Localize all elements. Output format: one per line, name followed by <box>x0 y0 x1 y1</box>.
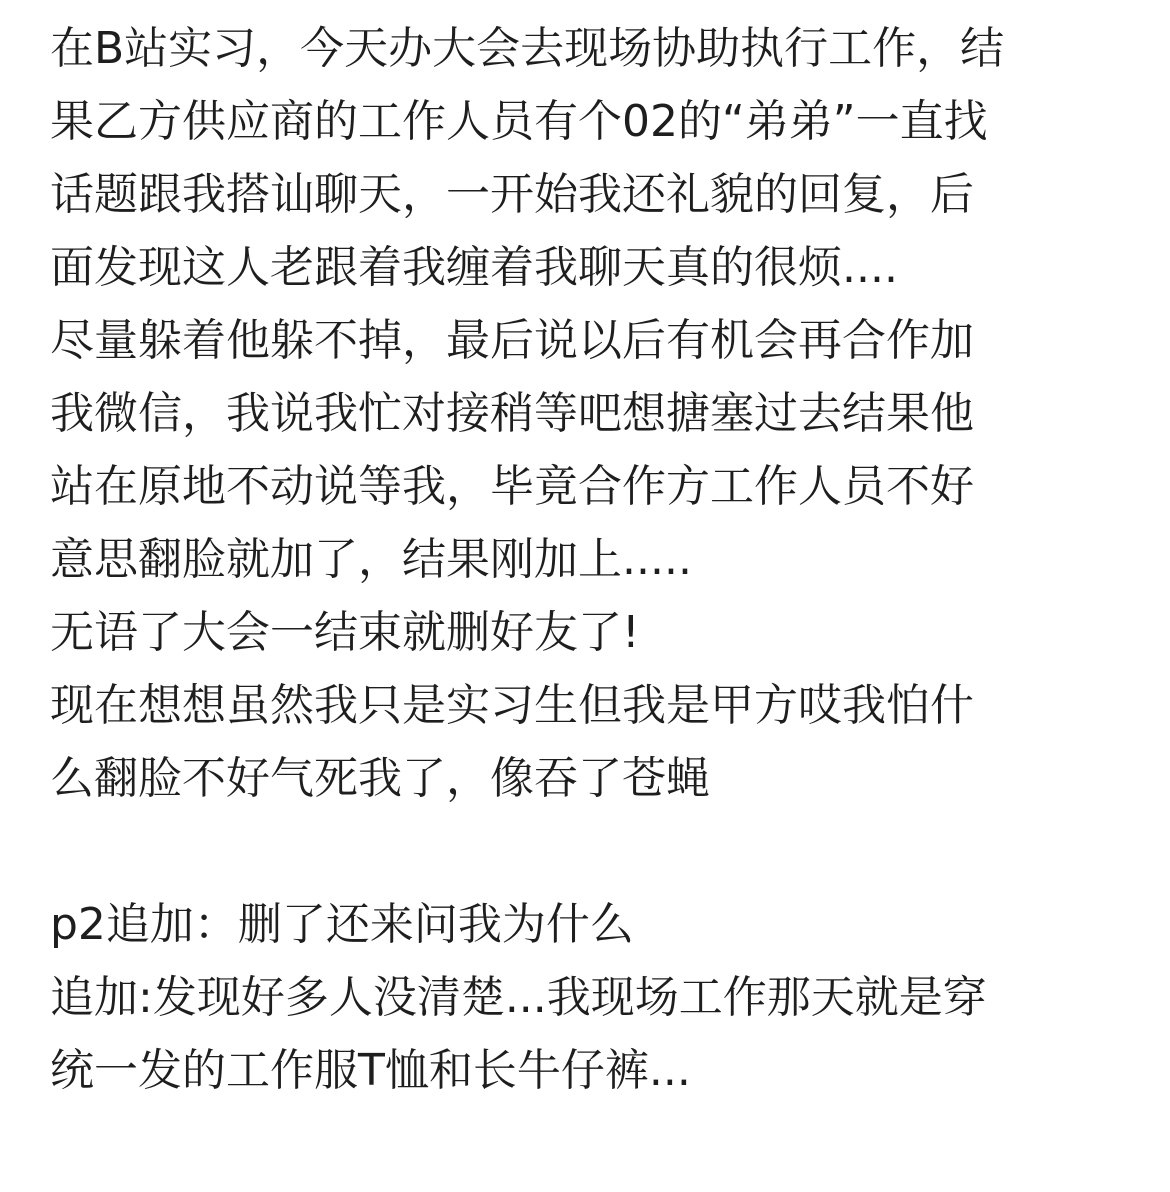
post-text-line: 意思翻脸就加了，结果刚加上..... <box>50 534 692 585</box>
post-text-line: 追加:发现好多人没清楚...我现场工作那天就是穿 <box>50 972 987 1023</box>
paragraph-spacer <box>50 815 1140 888</box>
post-text-line: 么翻脸不好气死我了，像吞了苍蝇 <box>50 753 710 804</box>
post-text-line: p2追加：删了还来问我为什么 <box>50 899 634 950</box>
post-text-line: 在B站实习，今天办大会去现场协助执行工作，结 <box>50 23 1005 74</box>
post-text-line: 我微信，我说我忙对接稍等吧想搪塞过去结果他 <box>50 388 974 439</box>
watermark-overlay <box>455 1118 785 1178</box>
post-text-line: 果乙方供应商的工作人员有个02的“弟弟”一直找 <box>50 96 988 147</box>
post-text-line: 站在原地不动说等我，毕竟合作方工作人员不好 <box>50 461 974 512</box>
post-text-line: 现在想想虽然我只是实习生但我是甲方哎我怕什 <box>50 680 974 731</box>
post-text-line: 尽量躲着他躲不掉，最后说以后有机会再合作加 <box>50 315 974 366</box>
post-text-line: 面发现这人老跟着我缠着我聊天真的很烦.... <box>50 242 898 293</box>
post-text-line: 无语了大会一结束就删好友了! <box>50 607 640 658</box>
post-body-text <box>50 12 1140 1107</box>
post-text-line: 话题跟我搭讪聊天，一开始我还礼貌的回复，后 <box>50 169 974 220</box>
post-text-line: 统一发的工作服T恤和长牛仔裤... <box>50 1045 691 1096</box>
